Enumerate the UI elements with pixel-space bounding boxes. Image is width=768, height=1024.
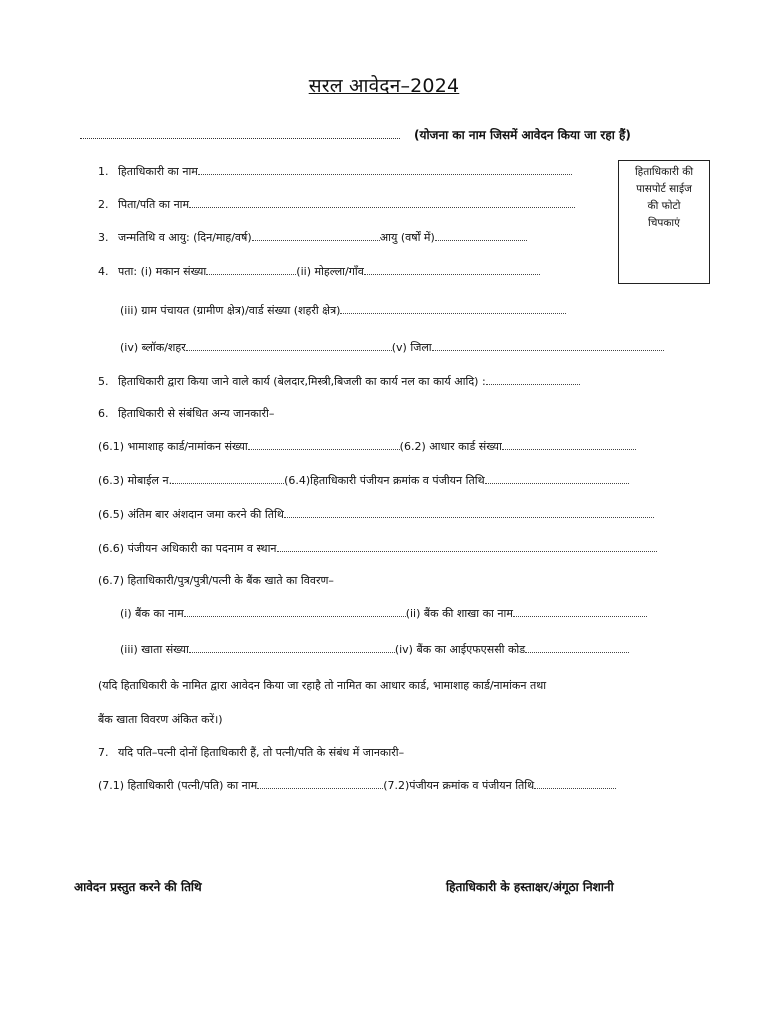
fill-blank[interactable] bbox=[525, 642, 629, 653]
fill-blank[interactable] bbox=[284, 507, 654, 518]
field-label: आयु (वर्षों में) bbox=[379, 231, 435, 244]
fill-blank[interactable] bbox=[186, 340, 392, 351]
fill-blank[interactable] bbox=[172, 473, 284, 484]
field-label: (v) जिला bbox=[391, 341, 432, 354]
item-number: 4. bbox=[98, 265, 109, 278]
fill-blank[interactable] bbox=[252, 230, 380, 241]
field-label: (ii) मोहल्ला/गाँव bbox=[296, 265, 364, 278]
page-title: सरल आवेदन–2024 bbox=[308, 75, 460, 97]
item-number: 2. bbox=[98, 198, 109, 211]
item-number: 7. bbox=[98, 746, 109, 759]
submission-date-label: आवेदन प्रस्तुत करने की तिथि bbox=[74, 880, 202, 894]
field-label: (7.1) हिताधिकारी (पत्नी/पति) का नाम bbox=[98, 779, 258, 792]
fill-blank[interactable] bbox=[513, 606, 647, 617]
photo-box-line: पासपोर्ट साईज bbox=[636, 183, 692, 195]
scheme-name-blank[interactable] bbox=[80, 126, 400, 139]
scheme-label: (योजना का नाम जिसमें आवेदन किया जा रहा हैं) bbox=[414, 128, 631, 142]
field-label: (iii) ग्राम पंचायत (ग्रामीण क्षेत्र)/वार्ड संख्या (शहरी क्षेत्र) bbox=[120, 304, 341, 317]
field-row-registration-officer bbox=[98, 541, 657, 556]
fill-blank[interactable] bbox=[435, 230, 527, 241]
item-number: 5. bbox=[98, 375, 109, 388]
nominee-note-line-2: बैंक खाता विवरण अंकित करें।) bbox=[98, 713, 223, 726]
photo-box-line: हिताधिकारी की bbox=[634, 166, 694, 178]
field-label: (iii) खाता संख्या bbox=[120, 643, 189, 656]
field-row-last-contribution-date bbox=[98, 507, 654, 522]
photo-box-line: की फोटो bbox=[647, 200, 681, 212]
fill-blank[interactable] bbox=[486, 374, 580, 385]
fill-blank[interactable] bbox=[485, 473, 629, 484]
fill-blank[interactable] bbox=[206, 264, 296, 275]
field-row-spouse-name-registration bbox=[98, 778, 616, 793]
section-heading: (6.7) हिताधिकारी/पुत्र/पुत्री/पत्नी के बैंक खाते का विवरण– bbox=[98, 574, 334, 587]
fill-blank[interactable] bbox=[257, 778, 383, 789]
field-label: (7.2)पंजीयन क्रमांक व पंजीयन तिथि bbox=[383, 779, 535, 792]
field-row-mobile-registration bbox=[98, 473, 629, 488]
field-row-work-type bbox=[98, 374, 580, 389]
field-label: (6.3) मोबाईल न. bbox=[98, 474, 173, 487]
signature-label: हिताधिकारी के हस्ताक्षर/अंगूठा निशानी bbox=[446, 880, 614, 894]
section-spouse-info bbox=[98, 745, 404, 760]
fill-blank[interactable] bbox=[189, 197, 575, 208]
field-label: (6.6) पंजीयन अधिकारी का पदनाम व स्थान bbox=[98, 542, 277, 555]
field-label: (iv) बैंक का आईएफएससी कोड bbox=[394, 643, 526, 656]
fill-blank[interactable] bbox=[277, 541, 657, 552]
field-label: (6.5) अंतिम बार अंशदान जमा करने की तिथि bbox=[98, 508, 284, 521]
fill-blank[interactable] bbox=[184, 606, 406, 617]
field-row-account-ifsc bbox=[120, 642, 629, 657]
field-row-father-husband-name bbox=[98, 197, 575, 212]
field-row-dob-age bbox=[98, 230, 527, 245]
field-row-block-district bbox=[120, 340, 664, 355]
photo-box-line: चिपकाएं bbox=[648, 217, 680, 229]
photo-box bbox=[618, 160, 710, 284]
field-row-beneficiary-name bbox=[98, 164, 572, 179]
field-row-bank-name-branch bbox=[120, 606, 647, 621]
fill-blank[interactable] bbox=[248, 439, 400, 450]
field-label: हिताधिकारी का नाम bbox=[118, 165, 198, 178]
fill-blank[interactable] bbox=[432, 340, 664, 351]
fill-blank[interactable] bbox=[189, 642, 395, 653]
nominee-note-line-1: (यदि हिताधिकारी के नामित द्वारा आवेदन किया जा रहाहै तो नामित का आधार कार्ड, भामाशाह कार्ड/नामांकन तथा bbox=[98, 679, 547, 692]
fill-blank[interactable] bbox=[198, 164, 572, 175]
field-row-bhamashah-aadhaar bbox=[98, 439, 636, 454]
field-row-gram-panchayat bbox=[120, 303, 566, 318]
section-heading: यदि पति–पत्नी दोनों हिताधिकारी हैं, तो पत्नी/पति के संबंध में जानकारी– bbox=[118, 746, 405, 759]
item-number: 3. bbox=[98, 231, 109, 244]
fill-blank[interactable] bbox=[340, 303, 566, 314]
fill-blank[interactable] bbox=[364, 264, 540, 275]
field-label: पिता/पति का नाम bbox=[118, 198, 190, 211]
field-label: हिताधिकारी द्वारा किया जाने वाले कार्य (बेलदार,मिस्त्री,बिजली का कार्य नल का कार्य आदि) : bbox=[118, 375, 486, 388]
field-label: जन्मतिथि व आयु: (दिन/माह/वर्ष) bbox=[118, 231, 252, 244]
section-heading: हिताधिकारी से संबंधित अन्य जानकारी– bbox=[118, 407, 275, 420]
field-label: (6.4)हिताधिकारी पंजीयन क्रमांक व पंजीयन तिथि bbox=[284, 474, 485, 487]
item-number: 1. bbox=[98, 165, 109, 178]
field-label: (iv) ब्लॉक/शहर bbox=[120, 341, 186, 354]
field-label: (ii) बैंक की शाखा का नाम bbox=[405, 607, 513, 620]
item-number: 6. bbox=[98, 407, 109, 420]
section-other-info bbox=[98, 406, 274, 421]
field-label: (i) बैंक का नाम bbox=[120, 607, 184, 620]
field-label: (6.2) आधार कार्ड संख्या bbox=[399, 440, 502, 453]
field-label: (6.1) भामाशाह कार्ड/नामांकन संख्या bbox=[98, 440, 248, 453]
section-bank-details bbox=[98, 573, 334, 588]
fill-blank[interactable] bbox=[502, 439, 636, 450]
field-row-address bbox=[98, 264, 540, 279]
fill-blank[interactable] bbox=[534, 778, 616, 789]
field-label: पता: (i) मकान संख्या bbox=[118, 265, 207, 278]
